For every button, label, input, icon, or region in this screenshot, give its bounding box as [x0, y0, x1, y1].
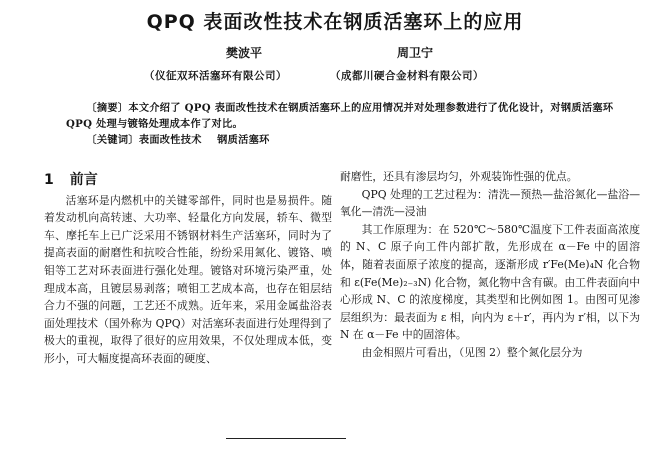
- right-paragraph-1: 耐磨性，还具有渗层均匀，外观装饰性强的优点。: [340, 170, 578, 183]
- right-paragraph-2: QPQ 处理的工艺过程为：清洗—预热—盐浴氮化—盐浴—氧化—清洗—浸油: [340, 187, 640, 219]
- keywords-label: 〔关键词〕: [86, 134, 139, 146]
- author-1-name: 樊波平: [226, 46, 263, 60]
- abstract-label: 〔摘要〕: [86, 102, 129, 114]
- section-title: 前言: [69, 172, 98, 188]
- paper-title: QPQ 表面改性技术在钢质活塞环上的应用: [146, 11, 524, 33]
- abstract-text: [66, 101, 632, 132]
- abstract-block: [66, 101, 632, 149]
- right-paragraph-4: 由金相照片可看出，（见图 2）整个氮化层分为: [361, 345, 583, 359]
- author-1-affiliation: （仪征双环活塞环有限公司）: [144, 70, 287, 82]
- right-column: [340, 168, 640, 362]
- left-column: [44, 168, 332, 368]
- section-number: 1: [44, 172, 54, 188]
- author-2-affiliation: （成都川硬合金材料有限公司）: [330, 70, 484, 82]
- author-2-name: 周卫宁: [397, 46, 434, 60]
- keywords: 表面改性技术 钢质活塞环: [138, 134, 270, 146]
- left-paragraph: 活塞环是内燃机中的关键零部件，同时也是易损件。随着发动机向高转速、大功率、轻量化方向发展，轿车、微型车、摩托车上已广泛采用不锈钢材料生产活塞环，同时为了提高表面的耐磨性和抗咬合性能，纷纷采用氮化、镀铬、喷钼等工艺对环表面进行强化处理。镀铬对环境污染严重，处理成本高，且镀层易剥落；喷钼工艺成本高，也存在钼层结合力不强的问题，工艺还不成熟。近年来，采用金属盐浴表面处理技术（国外称为 QPQ）对活塞环表面进行处理得到了极大的重视，取得了很好的应用效果，不仅处理成本低，变形小，可大幅度提高环表面的硬度、: [44, 193, 332, 365]
- right-paragraph-3: 其工作原理为：在 520℃～580℃温度下工件表面高浓度的 N、C 原子向工件内部扩散，先形成在 α－Fe 中的固溶体，随着表面原子浓度的提高，逐渐形成 r′Fe(Me)₄N 化合物和 ε(Fe(Me)₂₋₃N) 化合物，氮化物中含有碳。由工件表面向中心形成 N、C 的浓度梯度，其类型和比例如图 1。由图可见渗层组织为：最表面为 ε 相，向内为 ε＋r′，再内为 r′相，以下为 N 在 α－Fe 中的固溶体。: [340, 222, 640, 342]
- keywords-line: [66, 133, 632, 149]
- footnote-rule: [226, 438, 346, 439]
- section-heading: [44, 172, 332, 190]
- abstract-body: 本文介绍了 QPQ 表面改性技术在钢质活塞环上的应用情况并对处理参数进行了优化设计，对钢质活塞环 QPQ 处理与镀铬处理成本作了对比。: [66, 102, 614, 130]
